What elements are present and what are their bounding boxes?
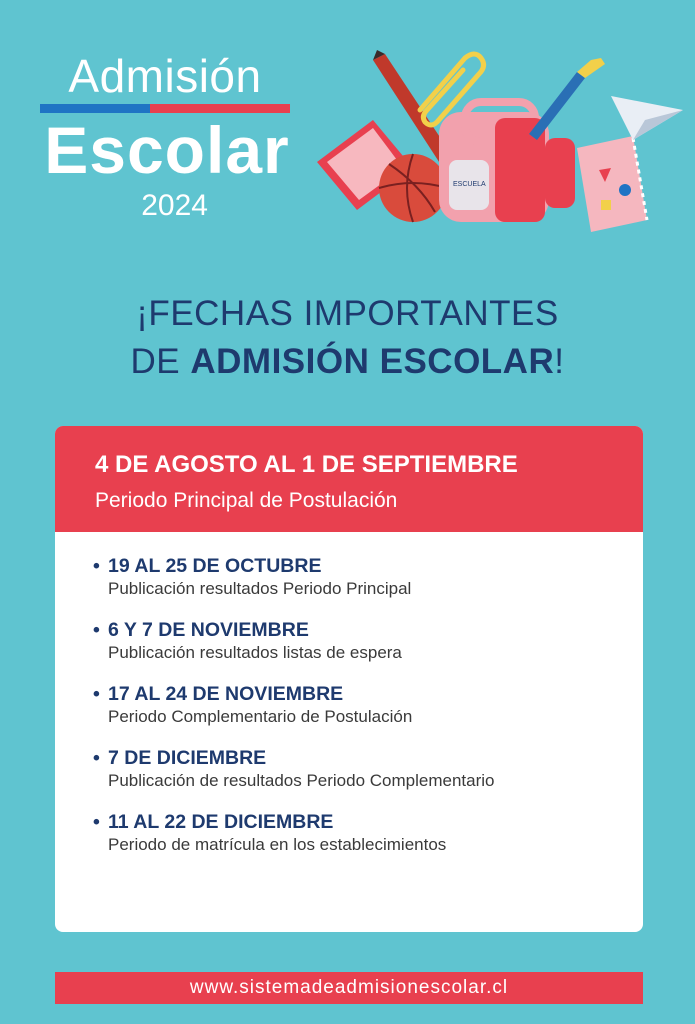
- admision-escolar-logo: [40, 50, 300, 223]
- bullet-icon: •: [93, 811, 100, 833]
- headline-suffix: !: [554, 342, 565, 381]
- list-item: [93, 682, 643, 728]
- logo-title-top: Admisión: [68, 50, 262, 102]
- list-item: [93, 810, 643, 856]
- list-item: [93, 746, 643, 792]
- backpack-icon: [439, 102, 575, 222]
- item-date: 6 Y 7 DE NOVIEMBRE: [108, 619, 309, 641]
- bullet-icon: •: [93, 619, 100, 641]
- logo-title-main: Escolar: [44, 113, 290, 187]
- school-supplies-illustration: [315, 50, 685, 240]
- list-item: [93, 618, 643, 664]
- logo-bar-red: [150, 104, 290, 113]
- headline: [0, 290, 695, 386]
- backpack-tag: ESCUELA: [453, 181, 486, 188]
- headline-line2: [0, 338, 695, 386]
- headline-line1: ¡FECHAS IMPORTANTES: [136, 294, 559, 333]
- card-header: [55, 426, 643, 532]
- list-item: [93, 554, 643, 600]
- logo-flag-bar: [40, 104, 290, 113]
- header-description: Periodo Principal de Postulación: [95, 489, 398, 512]
- item-date: 11 AL 22 DE DICIEMBRE: [108, 811, 334, 833]
- paper-plane-icon: [611, 96, 683, 140]
- item-date: 17 AL 24 DE NOVIEMBRE: [108, 683, 344, 705]
- item-description: Publicación resultados Periodo Principal: [108, 579, 412, 598]
- bullet-icon: •: [93, 555, 100, 577]
- item-description: Publicación de resultados Periodo Complementario: [108, 771, 495, 790]
- basketball-icon: [379, 154, 447, 222]
- logo-year: 2024: [141, 189, 208, 222]
- item-description: Periodo Complementario de Postulación: [108, 707, 413, 726]
- headline-prefix: DE: [130, 342, 191, 381]
- item-date: 7 DE DICIEMBRE: [108, 747, 267, 769]
- paintbrush-icon: [529, 58, 605, 140]
- dates-list: [55, 532, 643, 856]
- item-date: 19 AL 25 DE OCTUBRE: [108, 555, 322, 577]
- header-date: 4 DE AGOSTO AL 1 DE SEPTIEMBRE: [95, 451, 518, 478]
- logo-bar-blue: [40, 104, 150, 113]
- website-link[interactable]: www.sistemadeadmisionescolar.cl: [189, 977, 509, 998]
- headline-bold: ADMISIÓN ESCOLAR: [190, 342, 555, 381]
- item-description: Periodo de matrícula en los establecimientos: [108, 835, 447, 854]
- bullet-icon: •: [93, 683, 100, 705]
- notebook-icon: [577, 136, 647, 232]
- item-description: Publicación resultados listas de espera: [108, 643, 402, 662]
- bullet-icon: •: [93, 747, 100, 769]
- footer-banner: [55, 972, 643, 1004]
- dates-card: [55, 426, 643, 932]
